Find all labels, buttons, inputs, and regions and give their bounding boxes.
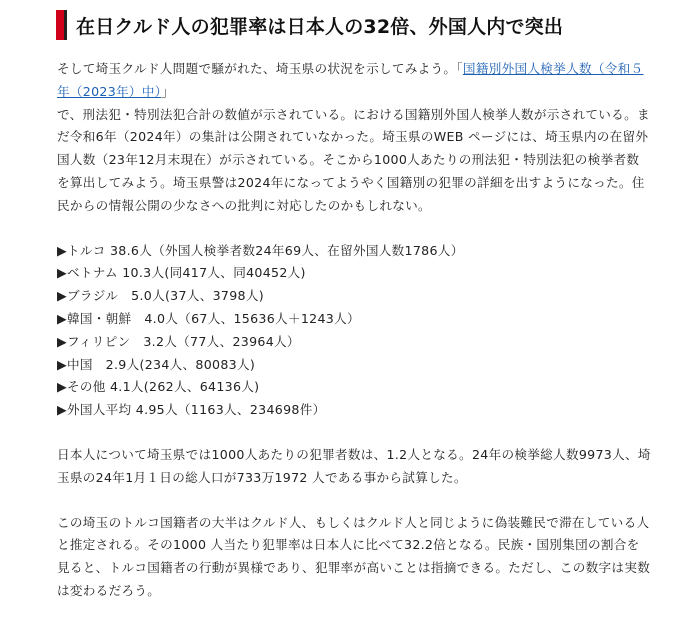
japanese-paragraph: 日本人について埼玉県では1000人あたりの犯罪者数は、1.2人となる。24年の検挙総人数9973人、埼玉県の24年1月１日の総人口が733万1972 人である事から試算した。 bbox=[57, 446, 651, 485]
spacer bbox=[57, 490, 652, 512]
stats-link[interactable]: 国籍別外国人検挙人数（令和５年（2023年）中） bbox=[57, 61, 644, 99]
stats-item-philippines: ▶フィリピン 3.2人（77人、23964人） bbox=[57, 333, 300, 349]
stats-item-turkey: ▶トルコ 38.6人（外国人検挙者数24年69人、在留外国人数1786人） bbox=[57, 242, 464, 258]
stats-item-average: ▶外国人平均 4.95人（1163人、234698件） bbox=[57, 402, 326, 418]
stats-list bbox=[57, 240, 652, 422]
stats-item-korea: ▶韓国・朝鮮 4.0人（67人、15636人＋1243人） bbox=[57, 310, 360, 326]
intro-paragraph bbox=[57, 58, 652, 218]
conclusion-paragraph: この埼玉のトルコ国籍者の大半はクルド人、もしくはクルド人と同じように偽装難民で滞在している人と推定される。その1000 人当たり犯罪率は日本人に比べて32.2倍となる。民族・国別集団の割合を見ると、トルコ国籍者の行動が異様であり、犯罪率が高いことは指摘できる。ただし、この数字は実数は変わるだろう。 bbox=[57, 514, 651, 598]
intro-prefix: そして埼玉クルド人問題で騒がれた、埼玉県の状況を示してみよう。「 bbox=[57, 61, 463, 76]
stats-item-brazil: ▶ブラジル 5.0人(37人、3798人) bbox=[57, 288, 264, 304]
article-heading bbox=[56, 8, 656, 42]
stats-item-vietnam: ▶ベトナム 10.3人(同417人、同40452人) bbox=[57, 265, 306, 281]
intro-suffix: 」 bbox=[161, 83, 175, 99]
stats-item-other: ▶その他 4.1人(262人、64136人) bbox=[57, 379, 260, 395]
heading-accent-bar bbox=[56, 10, 64, 40]
heading-title: 在日クルド人の犯罪率は日本人の32倍、外国人内で突出 bbox=[76, 15, 564, 38]
intro-body: で、刑法犯・特別法犯合計の数値が示されている。における国籍別外国人検挙人数が示されている。まだ令和6年（2024年）の集計は公開されていなかった。埼玉県のWEB ページには、埼玉県内の在留外国人数（23年12月末現在）が示されている。そこから1000人あたりの刑法犯・特別法犯の検挙者数を算出してみよう。埼玉県警は2024年になってようやく国籍別の犯罪の詳細を出すようになった。住民からの情報公開の少なさへの批判に対応したのかもしれない。 bbox=[57, 106, 650, 213]
spacer bbox=[57, 422, 652, 444]
article-body bbox=[57, 58, 652, 603]
spacer bbox=[57, 218, 652, 240]
stats-item-china: ▶中国 2.9人(234人、80083人) bbox=[57, 356, 256, 372]
